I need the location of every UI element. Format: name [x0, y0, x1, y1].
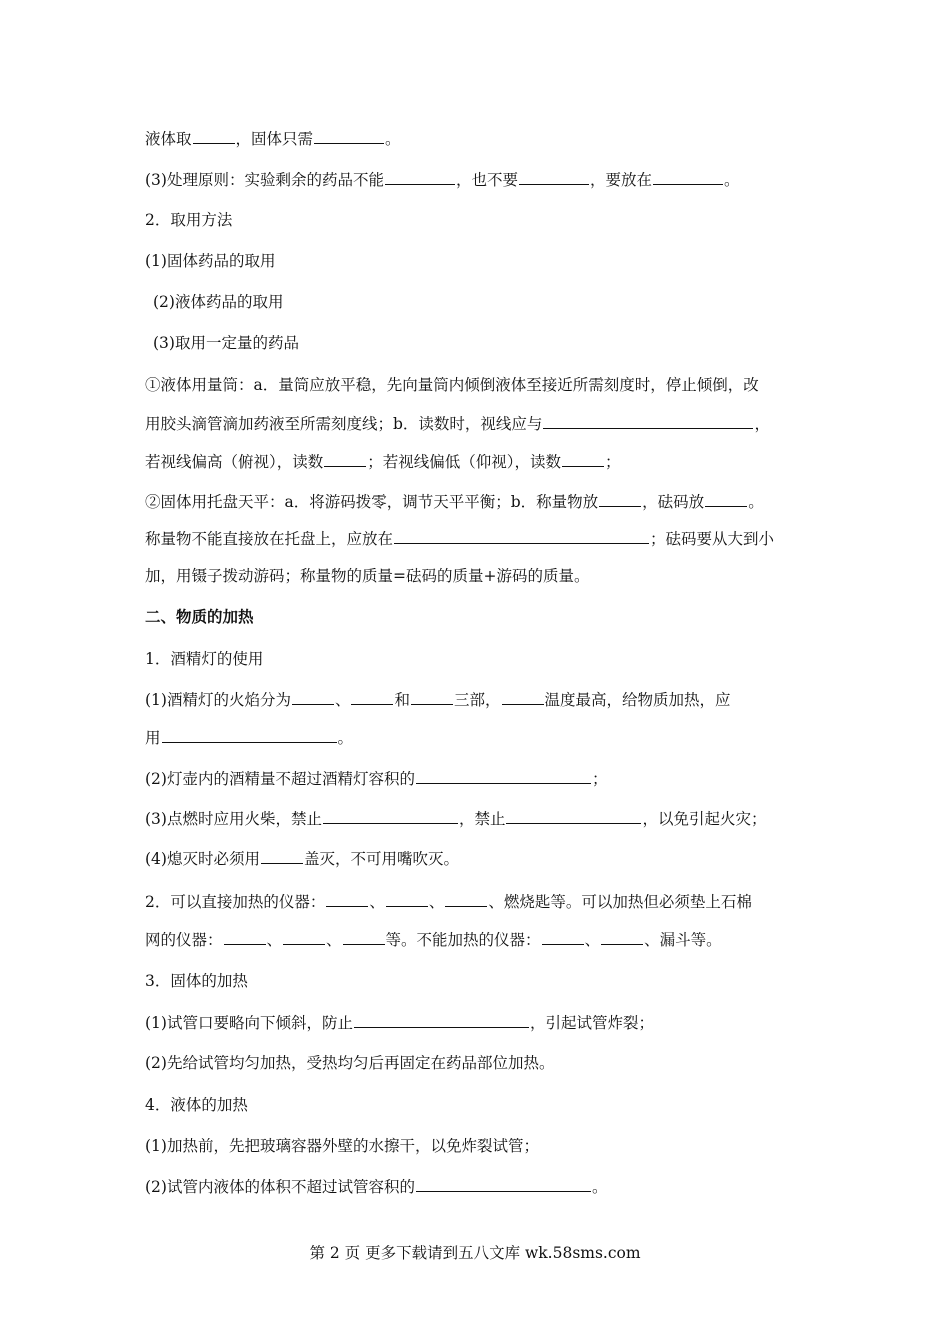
- text-line: (2)灯壶内的酒精量不超过酒精灯容积的 ；: [145, 770, 608, 788]
- fill-blank: [705, 491, 747, 507]
- fill-blank: [326, 891, 368, 907]
- text-line: (2)液体药品的取用: [153, 293, 284, 311]
- text-line: (2)试管内液体的体积不超过试管容积的 。: [145, 1178, 608, 1196]
- fill-blank: [323, 808, 458, 824]
- fill-blank: [562, 451, 604, 467]
- text-line: (1)固体药品的取用: [145, 252, 276, 270]
- fill-blank: [394, 528, 649, 544]
- fill-blank: [445, 891, 487, 907]
- fill-blank: [324, 451, 366, 467]
- fill-blank: [351, 689, 393, 705]
- text-line: 2．可以直接加热的仪器： 、 、 、燃烧匙等。可以加热但必须垫上石棉: [145, 893, 752, 911]
- text-line: 网的仪器： 、 、 等。不能加热的仪器： 、 、漏斗等。: [145, 931, 722, 949]
- text-line: 2．取用方法: [145, 211, 233, 229]
- text-line: (1)试管口要略向下倾斜，防止 ，引起试管炸裂；: [145, 1014, 654, 1032]
- fill-blank: [385, 169, 455, 185]
- fill-blank: [599, 491, 641, 507]
- fill-blank: [543, 413, 753, 429]
- fill-blank: [416, 1176, 591, 1192]
- fill-blank: [411, 689, 453, 705]
- fill-blank: [542, 929, 584, 945]
- page-footer: 第 2 页 更多下载请到五八文库 wk.58sms.com: [309, 1244, 641, 1262]
- text-line: (3)处理原则：实验剩余的药品不能 ，也不要 ，要放在 。: [145, 171, 740, 189]
- text-line: (3)点燃时应用火柴，禁止 ，禁止 ，以免引起火灾；: [145, 810, 767, 828]
- fill-blank: [502, 689, 544, 705]
- text-line: 1．酒精灯的使用: [145, 650, 264, 668]
- fill-blank: [283, 929, 325, 945]
- text-line: 称量物不能直接放在托盘上，应放在 ；砝码要从大到小: [145, 530, 775, 548]
- text-line: (4)熄灭时必须用 盖灭，不可用嘴吹灭。: [145, 850, 459, 868]
- text-line: 3．固体的加热: [145, 972, 248, 990]
- fill-blank: [261, 848, 303, 864]
- text-line: 加，用镊子拨动游码；称量物的质量=砝码的质量+游码的质量。: [145, 567, 590, 585]
- text-line: 用 。: [145, 729, 354, 747]
- text-line: 用胶头滴管滴加药液至所需刻度线；b．读数时，视线应与 ，: [145, 415, 770, 433]
- text-line: 4．液体的加热: [145, 1096, 248, 1114]
- fill-blank: [292, 689, 334, 705]
- fill-blank: [354, 1012, 529, 1028]
- text-line: 液体取 ，固体只需 。: [145, 130, 401, 148]
- text-line: (1)酒精灯的火焰分为 、 和 三部， 温度最高，给物质加热，应: [145, 691, 731, 709]
- text-line: ①液体用量筒：a．量筒应放平稳，先向量筒内倾倒液体至接近所需刻度时，停止倾倒，改: [145, 376, 759, 394]
- fill-blank: [343, 929, 385, 945]
- text-line: (1)加热前，先把玻璃容器外壁的水擦干，以免炸裂试管；: [145, 1137, 539, 1155]
- fill-blank: [162, 727, 337, 743]
- text-line: 若视线偏高（俯视），读数 ；若视线偏低（仰视），读数 ；: [145, 453, 621, 471]
- fill-blank: [314, 128, 384, 144]
- fill-blank: [506, 808, 641, 824]
- fill-blank: [386, 891, 428, 907]
- fill-blank: [416, 768, 591, 784]
- fill-blank: [653, 169, 723, 185]
- text-line: (3)取用一定量的药品: [153, 334, 299, 352]
- section-heading: 二、物质的加热: [145, 607, 254, 626]
- fill-blank: [193, 128, 235, 144]
- text-line: (2)先给试管均匀加热，受热均匀后再固定在药品部位加热。: [145, 1054, 555, 1072]
- fill-blank: [601, 929, 643, 945]
- fill-blank: [224, 929, 266, 945]
- text-line: ②固体用托盘天平：a．将游码拨零，调节天平平衡；b．称量物放 ，砝码放 。: [145, 493, 764, 511]
- fill-blank: [519, 169, 589, 185]
